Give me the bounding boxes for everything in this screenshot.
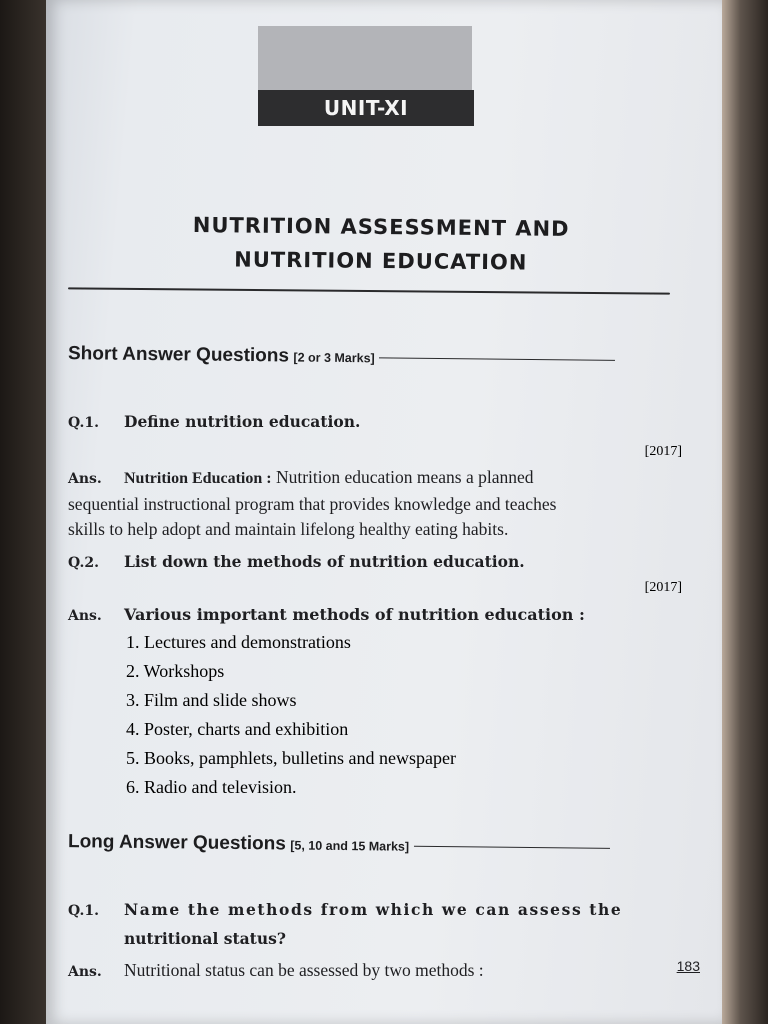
backdrop-left	[0, 0, 48, 1024]
short-answer-heading	[68, 343, 615, 371]
short-answer-rule	[379, 358, 615, 361]
q1-answer-line-1	[68, 465, 688, 492]
long-answer-title: Long Answer Questions	[67, 831, 286, 855]
short-answer-title: Short Answer Questions	[67, 343, 290, 367]
page-number: 183	[676, 958, 700, 974]
q1-label: Q.1.	[68, 415, 99, 431]
q1-text: Define nutrition education.	[124, 412, 361, 431]
chapter-title	[106, 207, 657, 281]
list-item: 4. Poster, charts and exhibition	[126, 719, 349, 739]
title-rule	[68, 287, 670, 294]
lq1-question	[68, 896, 698, 952]
lq1-label: Q.1.	[68, 903, 99, 919]
lq1-answer	[68, 958, 484, 983]
q1-ans-text-3: skills to help adopt and maintain lifelong healthy eating habits.	[68, 519, 509, 539]
q1-answer	[68, 465, 688, 542]
lq1-text-2: nutritional status?	[124, 929, 286, 948]
q1-ans-term: Nutrition Education :	[124, 470, 272, 487]
q1-ans-text-1: Nutrition education means a planned	[275, 467, 534, 487]
q2-ans-label: Ans.	[68, 608, 102, 624]
long-answer-heading	[68, 831, 610, 859]
long-answer-marks: [5, 10 and 15 Marks]	[290, 838, 410, 854]
q2-question	[68, 552, 525, 571]
q2-year: [2017]	[644, 580, 682, 595]
list-item: 3. Film and slide shows	[126, 690, 297, 710]
methods-list	[126, 628, 456, 802]
long-answer-rule	[414, 846, 610, 849]
lq1-text-1: Name the methods from which we can assess the	[124, 900, 623, 919]
list-item: 2. Workshops	[126, 661, 225, 681]
q2-answer-heading	[68, 605, 585, 624]
list-item: 6. Radio and television.	[126, 777, 297, 797]
lq1-ans-text: Nutritional status can be assessed by two methods :	[124, 960, 484, 980]
list-item: 5. Books, pamphlets, bulletins and newspaper	[126, 748, 456, 768]
q2-text: List down the methods of nutrition education.	[124, 552, 525, 571]
list-item: 1. Lectures and demonstrations	[126, 632, 351, 652]
chapter-title-line-2: NUTRITION EDUCATION	[234, 247, 528, 275]
chapter-title-line-1: NUTRITION ASSESSMENT AND	[192, 213, 570, 241]
q1-question	[68, 412, 360, 431]
book-page-edges	[722, 0, 768, 1024]
unit-label: UNIT-XI	[258, 90, 474, 126]
short-answer-marks: [2 or 3 Marks]	[293, 350, 375, 366]
book-page	[46, 0, 722, 1024]
q1-year: [2017]	[644, 444, 682, 459]
q1-ans-label: Ans.	[68, 471, 102, 487]
q2-ans-heading: Various important methods of nutrition education :	[124, 605, 585, 624]
lq1-ans-label: Ans.	[68, 964, 102, 980]
q2-label: Q.2.	[68, 555, 99, 571]
q1-ans-text-2: sequential instructional program that provides knowledge and teaches	[68, 494, 557, 514]
